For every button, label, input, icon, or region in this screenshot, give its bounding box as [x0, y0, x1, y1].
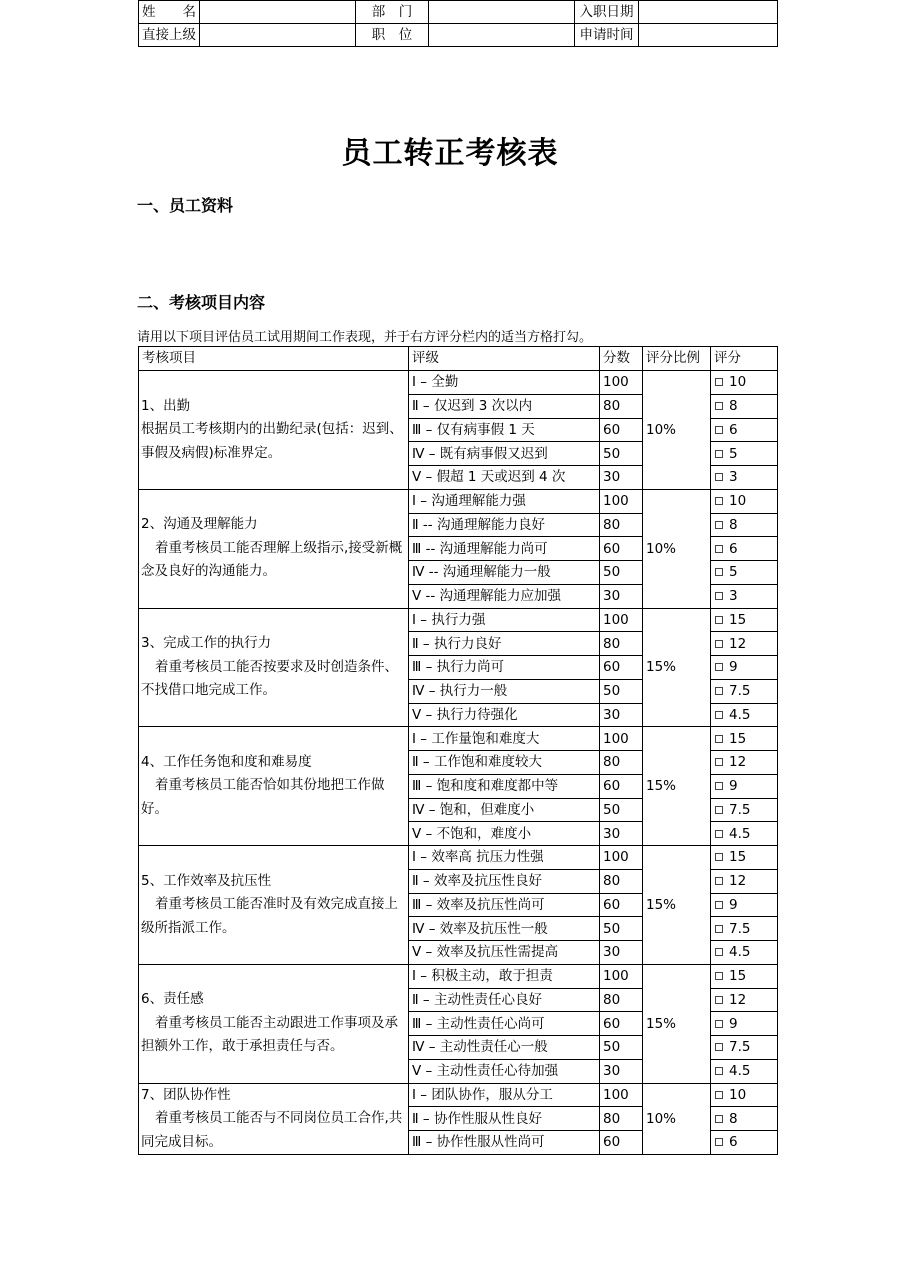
rating-value: 15	[729, 968, 747, 985]
apply-date-field[interactable]	[639, 24, 778, 47]
rating-option[interactable]	[711, 466, 778, 490]
table-row	[139, 489, 778, 513]
header-score: 分数	[600, 347, 643, 371]
level-score: 100	[600, 727, 643, 751]
rating-value: 8	[729, 398, 738, 415]
checkbox-icon[interactable]	[715, 616, 723, 624]
item-title: 7、团队协作性	[141, 1086, 231, 1103]
apply-date-label: 申请时间	[575, 24, 639, 47]
item-description: 根据员工考核期内的出勤纪录(包括：迟到、事假及病假)标准界定。	[141, 421, 403, 461]
table-row	[139, 727, 778, 751]
checkbox-icon[interactable]	[715, 640, 723, 648]
rating-value: 7.5	[729, 801, 751, 818]
rating-option[interactable]	[711, 941, 778, 965]
checkbox-icon[interactable]	[715, 568, 723, 576]
rating-option[interactable]	[711, 679, 778, 703]
header-item: 考核项目	[139, 347, 409, 371]
checkbox-icon[interactable]	[715, 830, 723, 838]
rating-level: Ⅴ -- 沟通理解能力应加强	[409, 584, 600, 608]
rating-value: 12	[729, 873, 747, 890]
checkbox-icon[interactable]	[715, 901, 723, 909]
checkbox-icon[interactable]	[715, 925, 723, 933]
rating-value: 9	[729, 896, 738, 913]
item-description: 着重考核员工能否按要求及时创造条件、不找借口地完成工作。	[141, 658, 398, 699]
item-title: 1、出勤	[141, 397, 191, 414]
rating-level: Ⅰ – 积极主动，敢于担责	[409, 964, 600, 988]
level-score: 80	[600, 988, 643, 1012]
level-score: 60	[600, 1012, 643, 1036]
item-title: 5、工作效率及抗压性	[141, 872, 272, 889]
rating-value: 4.5	[729, 1063, 751, 1080]
rating-option[interactable]	[711, 656, 778, 680]
table-header-row	[139, 347, 778, 371]
rating-option[interactable]	[711, 964, 778, 988]
rating-value: 4.5	[729, 825, 751, 842]
rating-level: Ⅱ – 工作饱和难度较大	[409, 751, 600, 775]
rating-value: 3	[729, 469, 738, 486]
rating-value: 6	[729, 540, 738, 557]
level-score: 80	[600, 869, 643, 893]
checkbox-icon[interactable]	[715, 711, 723, 719]
rating-option[interactable]	[711, 846, 778, 870]
item-weight: 15%	[643, 846, 711, 965]
rating-value: 8	[729, 516, 738, 533]
checkbox-icon[interactable]	[715, 521, 723, 529]
checkbox-icon[interactable]	[715, 473, 723, 481]
rating-option[interactable]	[711, 822, 778, 846]
rating-level: Ⅰ – 效率高 抗压力性强	[409, 846, 600, 870]
rating-value: 15	[729, 849, 747, 866]
rating-level: Ⅱ – 仅迟到 3 次以内	[409, 394, 600, 418]
rating-level: Ⅱ – 协作性服从性良好	[409, 1107, 600, 1131]
checkbox-icon[interactable]	[715, 948, 723, 956]
checkbox-icon[interactable]	[715, 592, 723, 600]
rating-option[interactable]	[711, 917, 778, 941]
rating-option[interactable]	[711, 869, 778, 893]
level-score: 50	[600, 798, 643, 822]
section-heading-employee-info: 一、员工资料	[137, 196, 234, 215]
rating-level: Ⅳ – 既有病事假又迟到	[409, 442, 600, 466]
rating-value: 10	[729, 493, 747, 510]
rating-value: 15	[729, 730, 747, 747]
rating-value: 9	[729, 1015, 738, 1032]
item-weight: 10%	[643, 1083, 711, 1155]
checkbox-icon[interactable]	[715, 687, 723, 695]
item-title: 4、工作任务饱和度和难易度	[141, 753, 312, 770]
rating-value: 6	[729, 421, 738, 438]
level-score: 50	[600, 561, 643, 585]
level-score: 30	[600, 584, 643, 608]
assessment-item	[139, 608, 409, 727]
page-title: 员工转正考核表	[341, 136, 559, 171]
header-rating: 评分	[711, 347, 778, 371]
rating-option[interactable]	[711, 513, 778, 537]
rating-value: 6	[729, 1134, 738, 1151]
rating-value: 10	[729, 1086, 747, 1103]
header-weight: 评分比例	[643, 347, 711, 371]
level-score: 100	[600, 964, 643, 988]
checkbox-icon[interactable]	[715, 735, 723, 743]
header-level: 评级	[409, 347, 600, 371]
level-score: 60	[600, 656, 643, 680]
level-score: 80	[600, 751, 643, 775]
rating-option[interactable]	[711, 1083, 778, 1107]
rating-option[interactable]	[711, 727, 778, 751]
rating-value: 4.5	[729, 944, 751, 961]
rating-option[interactable]	[711, 1131, 778, 1155]
assessment-item	[139, 489, 409, 608]
rating-value: 7.5	[729, 1039, 751, 1056]
section-heading-assessment: 二、考核项目内容	[137, 293, 266, 312]
rating-value: 5	[729, 445, 738, 462]
rating-option[interactable]	[711, 1059, 778, 1083]
rating-value: 9	[729, 659, 738, 676]
checkbox-icon[interactable]	[715, 996, 723, 1004]
item-description: 着重考核员工能否与不同岗位员工合作,共同完成目标。	[141, 1110, 403, 1150]
item-description: 着重考核员工能否准时及有效完成直接上级所指派工作。	[141, 896, 398, 936]
assessment-item	[139, 846, 409, 965]
position-field[interactable]	[429, 24, 575, 47]
checkbox-icon[interactable]	[715, 877, 723, 885]
level-score: 100	[600, 489, 643, 513]
rating-level: Ⅲ – 执行力尚可	[409, 656, 600, 680]
level-score: 100	[600, 608, 643, 632]
level-score: 100	[600, 371, 643, 395]
level-score: 60	[600, 1131, 643, 1155]
employee-info-table	[138, 0, 778, 47]
rating-level: Ⅲ -- 沟通理解能力尚可	[409, 537, 600, 561]
item-title: 6、责任感	[141, 991, 204, 1008]
checkbox-icon[interactable]	[715, 663, 723, 671]
name-field[interactable]	[200, 1, 356, 24]
checkbox-icon[interactable]	[715, 806, 723, 814]
rating-level: Ⅰ – 沟通理解能力强	[409, 489, 600, 513]
rating-level: Ⅱ – 执行力良好	[409, 632, 600, 656]
level-score: 30	[600, 1059, 643, 1083]
item-weight: 10%	[643, 371, 711, 490]
level-score: 30	[600, 822, 643, 846]
level-score: 50	[600, 917, 643, 941]
level-score: 30	[600, 703, 643, 727]
rating-level: Ⅴ – 不饱和，难度小	[409, 822, 600, 846]
rating-option[interactable]	[711, 442, 778, 466]
checkbox-icon[interactable]	[715, 1115, 723, 1123]
rating-value: 3	[729, 588, 738, 605]
rating-level: Ⅴ – 主动性责任心待加强	[409, 1059, 600, 1083]
level-score: 30	[600, 466, 643, 490]
assessment-item	[139, 1083, 409, 1155]
item-description: 着重考核员工能否恰如其份地把工作做好。	[141, 777, 385, 817]
rating-level: Ⅴ – 效率及抗压性需提高	[409, 941, 600, 965]
rating-level: Ⅱ – 效率及抗压性良好	[409, 869, 600, 893]
rating-level: Ⅳ -- 沟通理解能力一般	[409, 561, 600, 585]
rating-level: Ⅲ – 仅有病事假 1 天	[409, 418, 600, 442]
rating-level: Ⅲ – 主动性责任心尚可	[409, 1012, 600, 1036]
checkbox-icon[interactable]	[715, 378, 723, 386]
rating-option[interactable]	[711, 371, 778, 395]
item-description: 着重考核员工能否主动跟进工作事项及承担额外工作，敢于承担责任与否。	[141, 1014, 398, 1055]
checkbox-icon[interactable]	[715, 402, 723, 410]
assessment-item	[139, 371, 409, 490]
rating-value: 12	[729, 754, 747, 771]
rating-level: Ⅳ – 饱和，但难度小	[409, 798, 600, 822]
rating-option[interactable]	[711, 1012, 778, 1036]
rating-level: Ⅳ – 效率及抗压性一般	[409, 917, 600, 941]
rating-option[interactable]	[711, 584, 778, 608]
rating-option[interactable]	[711, 798, 778, 822]
checkbox-icon[interactable]	[715, 782, 723, 790]
item-weight: 10%	[643, 489, 711, 608]
hire-date-field[interactable]	[639, 1, 778, 24]
checkbox-icon[interactable]	[715, 545, 723, 553]
level-score: 30	[600, 941, 643, 965]
rating-option[interactable]	[711, 1107, 778, 1131]
checkbox-icon[interactable]	[715, 853, 723, 861]
rating-level: Ⅰ – 执行力强	[409, 608, 600, 632]
hire-date-label: 入职日期	[575, 1, 639, 24]
checkbox-icon[interactable]	[715, 450, 723, 458]
table-row	[139, 608, 778, 632]
rating-option[interactable]	[711, 561, 778, 585]
level-score: 50	[600, 442, 643, 466]
rating-value: 5	[729, 564, 738, 581]
rating-option[interactable]	[711, 751, 778, 775]
supervisor-label: 直接上级	[139, 24, 200, 47]
checkbox-icon[interactable]	[715, 758, 723, 766]
item-title: 2、沟通及理解能力	[141, 516, 258, 533]
rating-level: Ⅰ – 团队协作，服从分工	[409, 1083, 600, 1107]
checkbox-icon[interactable]	[715, 972, 723, 980]
checkbox-icon[interactable]	[715, 1043, 723, 1051]
checkbox-icon[interactable]	[715, 1138, 723, 1146]
item-weight: 15%	[643, 727, 711, 846]
checkbox-icon[interactable]	[715, 1067, 723, 1075]
rating-value: 10	[729, 374, 747, 391]
rating-option[interactable]	[711, 394, 778, 418]
level-score: 60	[600, 893, 643, 917]
rating-value: 12	[729, 991, 747, 1008]
level-score: 100	[600, 846, 643, 870]
assessment-item	[139, 727, 409, 846]
department-field[interactable]	[429, 1, 575, 24]
level-score: 60	[600, 537, 643, 561]
rating-level: Ⅰ – 全勤	[409, 371, 600, 395]
level-score: 50	[600, 1036, 643, 1060]
rating-value: 4.5	[729, 706, 751, 723]
rating-option[interactable]	[711, 418, 778, 442]
level-score: 60	[600, 418, 643, 442]
item-weight: 15%	[643, 964, 711, 1083]
level-score: 100	[600, 1083, 643, 1107]
name-label: 姓 名	[139, 1, 200, 24]
rating-option[interactable]	[711, 632, 778, 656]
item-weight: 15%	[643, 608, 711, 727]
assessment-item	[139, 964, 409, 1083]
rating-option[interactable]	[711, 489, 778, 513]
rating-value: 8	[729, 1110, 738, 1127]
rating-value: 12	[729, 635, 747, 652]
level-score: 80	[600, 513, 643, 537]
rating-level: Ⅳ – 执行力一般	[409, 679, 600, 703]
rating-level: Ⅴ – 执行力待强化	[409, 703, 600, 727]
rating-level: Ⅱ -- 沟通理解能力良好	[409, 513, 600, 537]
rating-option[interactable]	[711, 703, 778, 727]
checkbox-icon[interactable]	[715, 497, 723, 505]
rating-level: Ⅱ – 主动性责任心良好	[409, 988, 600, 1012]
rating-value: 7.5	[729, 920, 751, 937]
rating-level: Ⅰ – 工作量饱和难度大	[409, 727, 600, 751]
level-score: 80	[600, 1107, 643, 1131]
rating-level: Ⅳ – 主动性责任心一般	[409, 1036, 600, 1060]
checkbox-icon[interactable]	[715, 1091, 723, 1099]
level-score: 60	[600, 774, 643, 798]
level-score: 80	[600, 632, 643, 656]
rating-level: Ⅲ – 效率及抗压性尚可	[409, 893, 600, 917]
rating-level: Ⅲ – 饱和度和难度都中等	[409, 774, 600, 798]
rating-option[interactable]	[711, 1036, 778, 1060]
rating-level: Ⅲ – 协作性服从性尚可	[409, 1131, 600, 1155]
level-score: 50	[600, 679, 643, 703]
checkbox-icon[interactable]	[715, 1020, 723, 1028]
instruction-text: 请用以下项目评估员工试用期间工作表现，并于右方评分栏内的适当方格打勾。	[137, 330, 593, 345]
assessment-table	[138, 346, 778, 1155]
rating-option[interactable]	[711, 774, 778, 798]
department-label: 部 门	[356, 1, 429, 24]
supervisor-field[interactable]	[200, 24, 356, 47]
item-title: 3、完成工作的执行力	[141, 635, 272, 652]
rating-option[interactable]	[711, 988, 778, 1012]
item-description: 着重考核员工能否理解上级指示,接受新概念及良好的沟通能力。	[141, 539, 403, 580]
checkbox-icon[interactable]	[715, 426, 723, 434]
level-score: 80	[600, 394, 643, 418]
table-row	[139, 964, 778, 988]
rating-option[interactable]	[711, 537, 778, 561]
rating-option[interactable]	[711, 893, 778, 917]
rating-value: 7.5	[729, 683, 751, 700]
rating-value: 15	[729, 611, 747, 628]
position-label: 职 位	[356, 24, 429, 47]
table-row	[139, 846, 778, 870]
table-row	[139, 1083, 778, 1107]
rating-option[interactable]	[711, 608, 778, 632]
rating-value: 9	[729, 778, 738, 795]
rating-level: Ⅴ – 假超 1 天或迟到 4 次	[409, 466, 600, 490]
table-row	[139, 371, 778, 395]
